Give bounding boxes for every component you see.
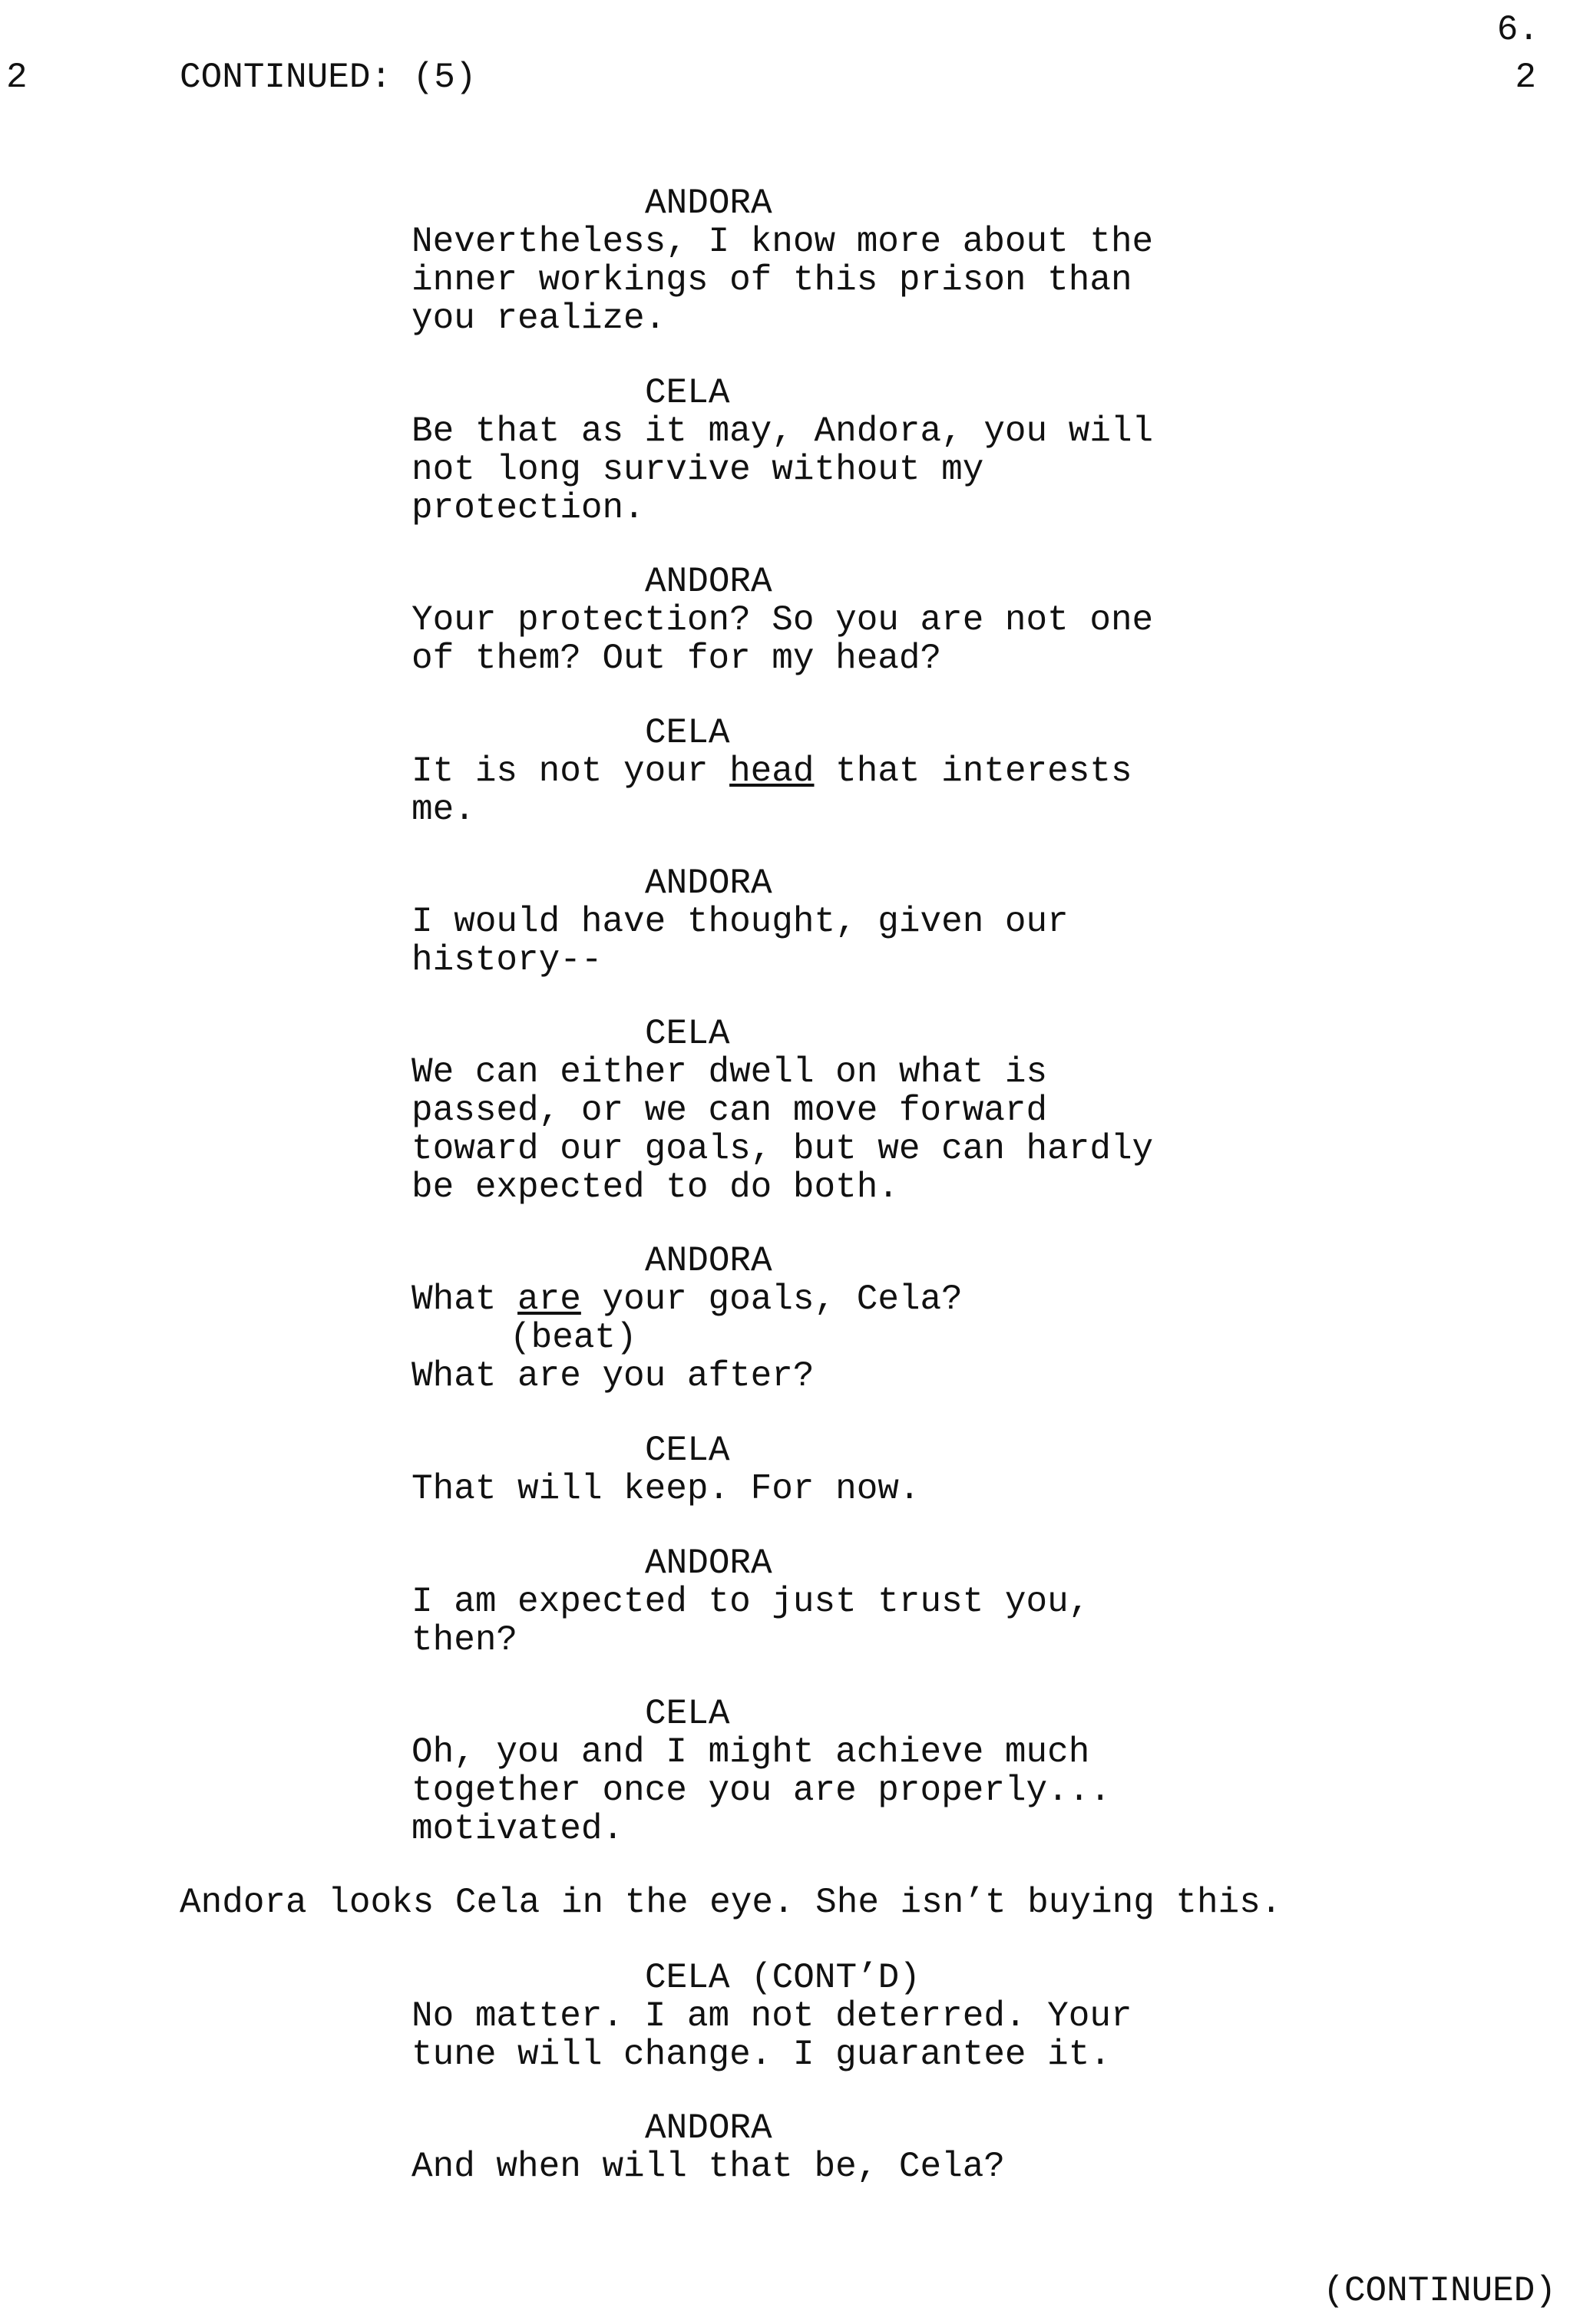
dialogue-block [412, 1733, 1333, 1848]
dialogue-line: motivated. [412, 1809, 624, 1849]
dialogue-line: tune will change. I guarantee it. [412, 2035, 1111, 2075]
dialogue-line: What are you after? [412, 1356, 815, 1396]
dialogue-line: me. [412, 790, 475, 830]
character-name: ANDORA [645, 2108, 772, 2148]
character-name: ANDORA [645, 863, 772, 903]
scene-number-left: 2 [6, 58, 28, 97]
dialogue-line: history-- [412, 940, 603, 980]
dialogue-block [412, 223, 1333, 338]
action-line: Andora looks Cela in the eye. She isn’t buying this. [180, 1883, 1282, 1923]
dialogue-line: then? [412, 1620, 518, 1660]
parenthetical: (beat) [510, 1318, 637, 1358]
dialogue-text: your goals, Cela? [580, 1279, 963, 1319]
dialogue-block [412, 1997, 1333, 2074]
dialogue-line: I would have thought, given our [412, 902, 1069, 942]
dialogue-line: you realize. [412, 299, 666, 338]
character-name: CELA [645, 373, 730, 413]
character-name: CELA (CONT’D) [645, 1958, 921, 1998]
dialogue-text: that interests [814, 751, 1132, 791]
dialogue-text: It is not your [412, 751, 730, 791]
dialogue-block [412, 903, 1333, 979]
footer-continued: (CONTINUED) [1323, 2271, 1556, 2311]
dialogue-line: be expected to do both. [412, 1167, 899, 1207]
dialogue-line: inner workings of this prison than [412, 260, 1132, 300]
dialogue-line: protection. [412, 488, 645, 528]
dialogue-block [412, 1470, 1333, 1508]
dialogue-block [412, 1053, 1333, 1207]
dialogue-block [412, 2147, 1333, 2186]
character-name: CELA [645, 1431, 730, 1471]
underlined-word: are [517, 1279, 581, 1319]
dialogue-line: passed, or we can move forward [412, 1091, 1048, 1131]
dialogue-line: together once you are properly... [412, 1771, 1111, 1811]
continued-header: CONTINUED: (5) [180, 58, 477, 97]
dialogue-block [412, 1583, 1333, 1659]
dialogue-line: of them? Out for my head? [412, 639, 942, 678]
scene-number-right: 2 [1515, 58, 1536, 97]
character-name: CELA [645, 1014, 730, 1054]
character-name: CELA [645, 1694, 730, 1734]
page-number: 6. [1496, 10, 1539, 50]
dialogue-line: We can either dwell on what is [412, 1052, 1048, 1092]
dialogue-line: No matter. I am not deterred. Your [412, 1996, 1132, 2036]
character-name: ANDORA [645, 562, 772, 602]
dialogue-line: And when will that be, Cela? [412, 2147, 1005, 2187]
dialogue-line: not long survive without my [412, 450, 984, 490]
underlined-word: head [729, 751, 815, 791]
character-name: ANDORA [645, 1543, 772, 1583]
character-name: CELA [645, 713, 730, 753]
character-name: ANDORA [645, 1241, 772, 1281]
dialogue-block [412, 601, 1333, 678]
dialogue-line: Oh, you and I might achieve much [412, 1732, 1090, 1772]
dialogue-line: toward our goals, but we can hardly [412, 1129, 1154, 1169]
dialogue-line: I am expected to just trust you, [412, 1582, 1090, 1622]
dialogue-line: Your protection? So you are not one [412, 600, 1154, 640]
dialogue-line [412, 1280, 1333, 1319]
dialogue-block [412, 752, 1333, 829]
dialogue-block [412, 1357, 1333, 1395]
dialogue-block [412, 412, 1333, 527]
dialogue-text: What [412, 1279, 518, 1319]
dialogue-line: Nevertheless, I know more about the [412, 222, 1154, 262]
dialogue-line: That will keep. For now. [412, 1469, 921, 1509]
dialogue-line [412, 752, 1333, 791]
dialogue-block [412, 1280, 1333, 1319]
character-name: ANDORA [645, 183, 772, 223]
dialogue-line: Be that as it may, Andora, you will [412, 411, 1154, 451]
